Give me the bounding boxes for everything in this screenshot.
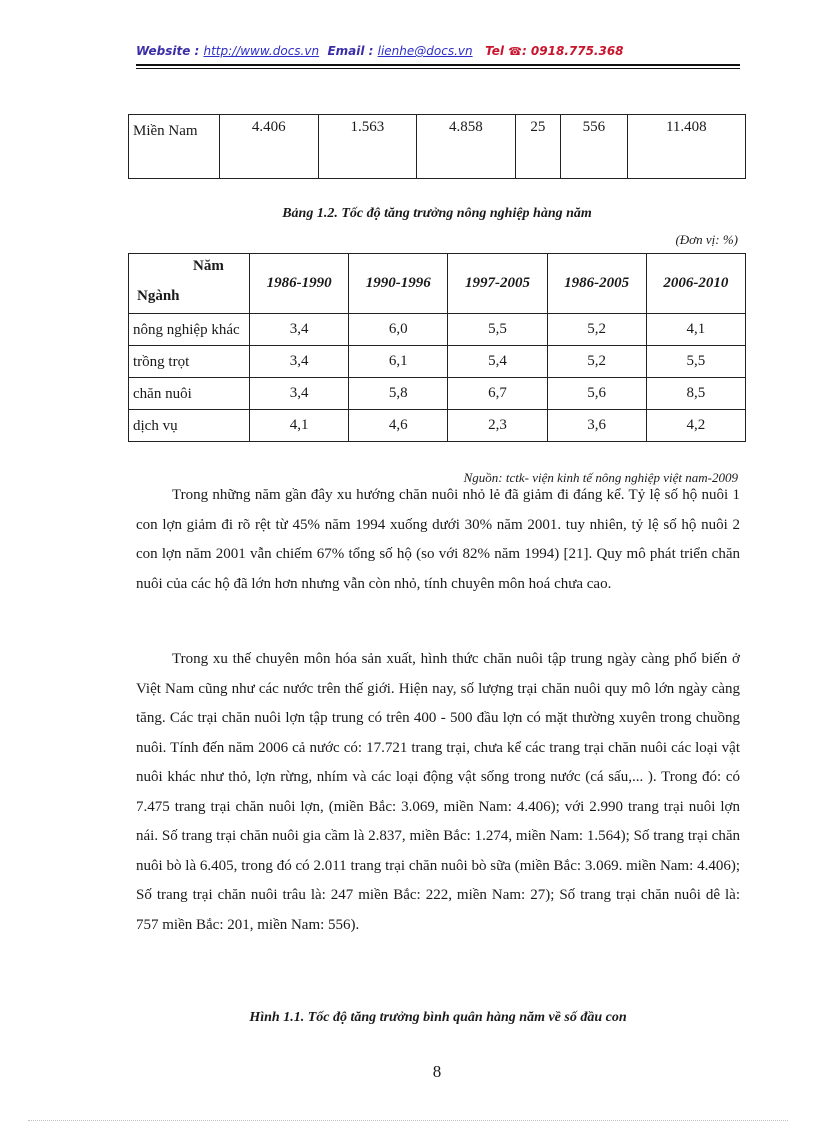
row-label: nông nghiệp khác	[129, 314, 250, 346]
table-cell: 4,6	[349, 410, 448, 442]
header-sector-label: Ngành	[137, 288, 180, 304]
table-cell: 556	[561, 115, 628, 179]
table-cell: 1.563	[318, 115, 417, 179]
table-row	[129, 314, 746, 346]
table-caption: Bảng 1.2. Tốc độ tăng trưởng nông nghiệp hàng năm	[282, 206, 592, 221]
website-link[interactable]: http://www.docs.vn	[203, 44, 320, 58]
phone-number: : 0918.775.368	[521, 44, 624, 58]
header-corner-cell	[129, 254, 250, 314]
table-cell: 2,3	[448, 410, 547, 442]
table-row	[129, 346, 746, 378]
table-source: Nguồn: tctk- viện kinh tế nông nghiệp việt nam-2009	[463, 470, 738, 485]
table-cell: 5,6	[547, 378, 646, 410]
email-label: Email	[327, 44, 365, 58]
table-cell: 4,1	[250, 410, 349, 442]
table-cell: 6,0	[349, 314, 448, 346]
table-cell: 11.408	[627, 115, 745, 179]
column-header: 2006-2010	[646, 254, 745, 314]
table-cell: 25	[515, 115, 560, 179]
table-cell: 6,1	[349, 346, 448, 378]
website-label: Website :	[136, 44, 204, 58]
body-paragraph: Trong xu thế chuyên môn hóa sản xuất, hình thức chăn nuôi tập trung ngày càng phổ biến ở Việt Nam cũng như các nước trên thế giới. Hiện nay, số lượng trại chăn nuôi quy mô lớn ngày càng tăng. Các trại chăn nuôi lợn tập trung có trên 400 - 500 đầu lợn có mặt thường xuyên trong chuồng nuôi. Tính đến năm 2006 cả nước có: 17.721 trang trại, chưa kể các trang trại chăn nuôi các loại vật nuôi khác như thỏ, lợn rừng, nhím và các loại động vật sống trong nước (cá sấu,... ). Trong đó: có 7.475 trang trại chăn nuôi lợn, (miền Bắc: 3.069, miền Nam: 4.406); với 2.990 trang trại nuôi lợn nái. Số trang trại chăn nuôi gia cầm là 2.837, miền Bắc: 1.274, miền Nam: 1.564); Số trang trại chăn nuôi bò là 6.405, trong đó có 2.011 trang trại chăn nuôi bò sữa (miền Bắc: 3.069. miền Nam: 4.406); Số trang trại chăn nuôi trâu là: 247 miền Bắc: 222, miền Nam: 27); Số trang trại chăn nuôi dê là: 757 miền Bắc: 201, miền Nam: 556).	[136, 651, 740, 933]
email-separator: :	[364, 44, 378, 58]
table-cell: 4.406	[220, 115, 319, 179]
region-label: Miền Nam	[129, 115, 220, 179]
row-label: dịch vụ	[129, 410, 250, 442]
table-unit: (Đơn vị: %)	[675, 232, 738, 247]
page-number: 8	[432, 1062, 442, 1081]
header-rule	[136, 64, 740, 66]
table-cell: 5,4	[448, 346, 547, 378]
table-cell: 4.858	[417, 115, 516, 179]
table-cell: 3,4	[250, 314, 349, 346]
table-cell: 3,4	[250, 378, 349, 410]
telephone-icon: ☎	[508, 45, 522, 58]
body-paragraph: Trong những năm gần đây xu hướng chăn nuôi nhỏ lẻ đã giảm đi đáng kể. Tỷ lệ số hộ nuôi 1 con lợn giảm đi rõ rệt từ 45% năm 1994 xuống dưới 30% năm 2001. tuy nhiên, tỷ lệ số hộ nuôi 2 con lợn năm 2001 vẫn chiếm 67% tổng số hộ (so với 82% năm 1994) [21]. Quy mô phát triển chăn nuôi của các hộ đã lớn hơn nhưng vẫn còn nhỏ, tính chuyên môn hoá chưa cao.	[136, 487, 740, 592]
header-year-label: Năm	[193, 258, 224, 274]
table-row	[129, 410, 746, 442]
table-cell: 6,7	[448, 378, 547, 410]
column-header: 1997-2005	[448, 254, 547, 314]
table-cell: 8,5	[646, 378, 745, 410]
figure-caption: Hình 1.1. Tốc độ tăng trưởng bình quân hàng năm về số đầu con	[249, 1010, 627, 1025]
column-header: 1990-1996	[349, 254, 448, 314]
table-row	[129, 378, 746, 410]
regional-farm-table	[128, 114, 746, 179]
header-rule-thin	[136, 68, 740, 69]
table-cell: 3,6	[547, 410, 646, 442]
tel-label: Tel	[485, 44, 505, 58]
row-label: trồng trọt	[129, 346, 250, 378]
row-label: chăn nuôi	[129, 378, 250, 410]
table-cell: 4,1	[646, 314, 745, 346]
header-text	[136, 44, 624, 58]
table-cell: 5,2	[547, 314, 646, 346]
table-row	[129, 115, 746, 179]
table-header-row	[129, 254, 746, 314]
email-link[interactable]: lienhe@docs.vn	[377, 44, 473, 58]
column-header: 1986-1990	[250, 254, 349, 314]
table-cell: 3,4	[250, 346, 349, 378]
growth-rate-table	[128, 253, 746, 442]
table-cell: 5,5	[646, 346, 745, 378]
page-bottom-border	[28, 1120, 788, 1121]
page-header	[136, 44, 740, 68]
table-cell: 5,5	[448, 314, 547, 346]
table-cell: 5,2	[547, 346, 646, 378]
column-header: 1986-2005	[547, 254, 646, 314]
table-cell: 5,8	[349, 378, 448, 410]
table-cell: 4,2	[646, 410, 745, 442]
